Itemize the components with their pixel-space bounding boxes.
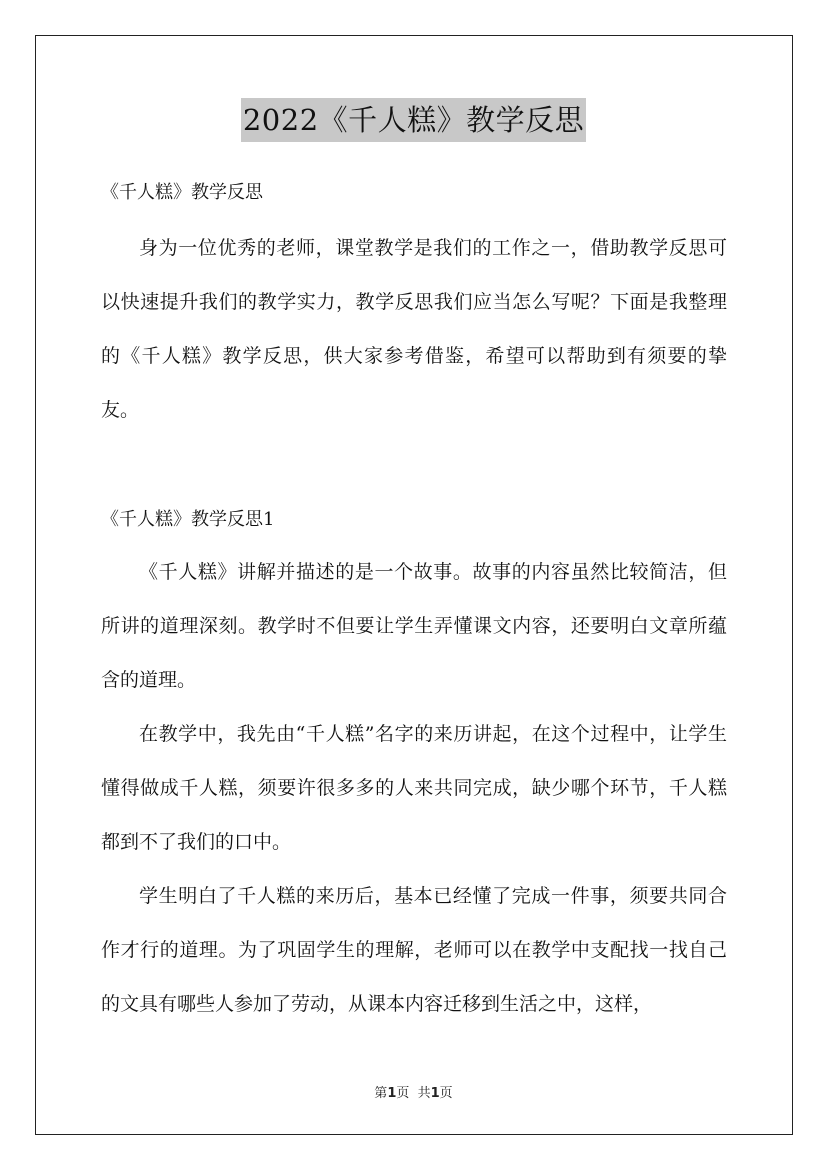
subtitle-block (101, 181, 727, 205)
footer-page-total: 1 (430, 1086, 440, 1101)
document-title: 2022《千人糕》教学反思 (241, 98, 586, 142)
footer-suffix: 页 (439, 1086, 453, 1101)
section1-body (101, 545, 727, 1031)
intro-paragraph: 身为一位优秀的老师，课堂教学是我们的工作之一，借助教学反思可以快速提升我们的教学实力，教学反思我们应当怎么写呢？下面是我整理的《千人糕》教学反思，供大家参考借鉴，希望可以帮助到有须要的挚友。 (101, 237, 727, 421)
footer-prefix: 第 (374, 1086, 388, 1101)
footer-page-current: 1 (387, 1086, 397, 1101)
title-container (0, 98, 827, 142)
body-paragraph-1: 《千人糕》讲解并描述的是一个故事。故事的内容虽然比较简洁，但所讲的道理深刻。教学时不但要让学生弄懂课文内容，还要明白文章所蕴含的道理。 (101, 561, 727, 691)
intro-block (101, 221, 727, 437)
footer-middle: 页 共 (396, 1086, 431, 1101)
body-paragraph-2: 在教学中，我先由“千人糕”名字的来历讲起，在这个过程中，让学生懂得做成千人糕，须要许很多多的人来共同完成，缺少哪个环节，千人糕都到不了我们的口中。 (101, 723, 727, 853)
body-paragraph-3: 学生明白了千人糕的来历后，基本已经懂了完成一件事，须要共同合作才行的道理。为了巩固学生的理解，老师可以在教学中支配找一找自己的文具有哪些人参加了劳动，从课本内容迁移到生活之中，这样， (101, 885, 727, 1015)
section-heading: 《千人糕》教学反思1 (101, 509, 275, 530)
document-subtitle: 《千人糕》教学反思 (101, 182, 263, 203)
section1-heading-block (101, 508, 727, 532)
page-footer (0, 1085, 827, 1103)
